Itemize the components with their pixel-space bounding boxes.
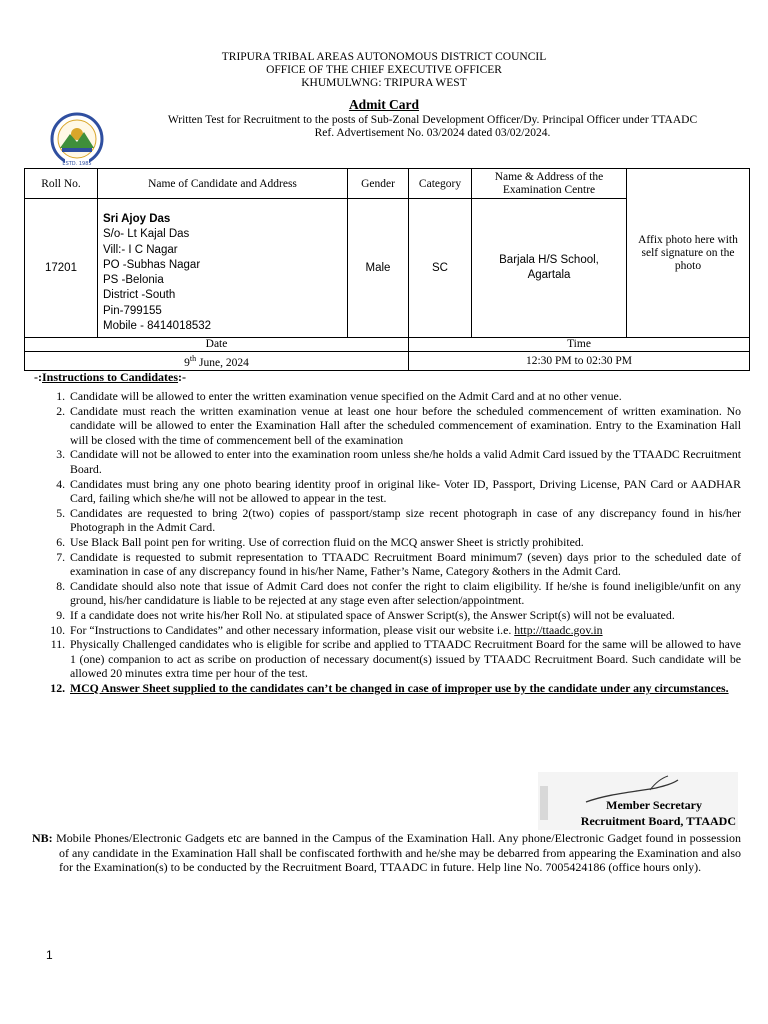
admit-card-table: [24, 168, 750, 371]
instruction-item: 2. Candidate must reach the written examination venue at least one hour before the scheduled commencement of written examination. No candidate will be allowed to enter the Examination Hall after the scheduled commencement of examination. Entry to the Examination Hall will be closed with the time of commencement bell of the examination: [68, 404, 741, 448]
roll-no-value: 17201: [25, 199, 98, 338]
roll-no-header: Roll No.: [25, 169, 98, 199]
candidate-district: District -South: [103, 289, 176, 302]
instruction-item: 1. Candidate will be allowed to enter the written examination venue specified on the Admit Card and at no other venue.: [68, 389, 741, 404]
photo-box: [627, 169, 750, 338]
candidate-name: Sri Ajoy Das: [103, 213, 171, 225]
council-logo-icon: [50, 112, 104, 170]
gender-header: Gender: [348, 169, 409, 199]
candidate-pin: Pin-799155: [103, 304, 162, 317]
photo-instruction: Affix photo here with self signature on the photo: [638, 233, 738, 272]
candidate-post-office: PO -Subhas Nagar: [103, 258, 201, 271]
candidate-father: S/o- Lt Kajal Das: [103, 228, 190, 241]
candidate-details: [98, 199, 348, 338]
instruction-item: 11. Physically Challenged candidates who is eligible for scribe and applied to TTAADC Recruitment Board for the same will be allowed to have 1 (one) companion to act as scribe on production of necessary document(s) issued by TTAADC Recruitment Board. Such candidate will be allowed 20 minutes extra time per hour of the test.: [68, 637, 741, 681]
instruction-item: 4. Candidates must bring any one photo bearing identity proof in original like- Voter ID, Passport, Driving License, PAN Card or AADHAR Card, failing which she/he will not be allowed to appear in the test.: [68, 477, 741, 506]
logo-year: ESTD. 1985: [62, 161, 92, 167]
website-link[interactable]: http://ttaadc.gov.in: [514, 622, 603, 637]
signatory-title: Member Secretary: [606, 798, 702, 812]
date-label: Date: [25, 338, 409, 352]
advertisement-reference: Ref. Advertisement No. 03/2024 dated 03/02/2024.: [314, 127, 551, 139]
exam-date: 9th June, 2024: [25, 352, 409, 371]
page-title: Admit Card: [348, 97, 420, 112]
nb-note: [32, 831, 741, 875]
header-line-1: TRIPURA TRIBAL AREAS AUTONOMOUS DISTRICT COUNCIL: [221, 51, 547, 63]
candidate-name-header: Name of Candidate and Address: [98, 169, 348, 199]
gender-value: Male: [348, 199, 409, 338]
time-label: Time: [409, 338, 750, 352]
candidate-village: Vill:- I C Nagar: [103, 243, 178, 256]
exam-centre-header: Name & Address of the Examination Centre: [472, 169, 627, 199]
instructions-list: [22, 389, 741, 695]
category-header: Category: [409, 169, 472, 199]
instruction-item: 3. Candidate will not be allowed to enter into the examination room unless she/he holds a valid Admit Card issued by the TTAADC Recruitment Board.: [68, 447, 741, 476]
instruction-item: 9. If a candidate does not write his/her Roll No. at stipulated space of Answer Script(s), the Answer Script(s) will not be evaluated.: [68, 608, 741, 623]
category-value: SC: [409, 199, 472, 338]
signatory-office: Recruitment Board, TTAADC: [580, 814, 736, 828]
exam-time: 12:30 PM to 02:30 PM: [409, 352, 750, 371]
page-number: 1: [46, 948, 53, 962]
instruction-item: 5. Candidates are requested to bring 2(two) copies of passport/stamp size recent photograph in case of any discrepancy found in his/her Photograph in the Admit Card.: [68, 506, 741, 535]
candidate-mobile: Mobile - 8414018532: [103, 320, 212, 333]
candidate-police-station: PS -Belonia: [103, 274, 164, 287]
exam-subtitle: Written Test for Recruitment to the posts of Sub-Zonal Development Officer/Dy. Principal Officer under TTAADC: [167, 114, 698, 126]
nb-text: Mobile Phones/Electronic Gadgets etc are banned in the Campus of the Examination Hall. Any phone/Electronic Gadget found in possession of any candidate in the Examination Hall shall be confiscated forthwith and he/she may be debarred from appearing the Examination and also for the Examination(s) to be conducted by the Recruitment Board, TTAADC in future. Help line No. 7005424186 (office hours only).: [52, 831, 741, 875]
instruction-item: 8. Candidate should also note that issue of Admit Card does not confer the right to claim eligibility. If he/she is found ineligible/unfit on any ground, his/her candidature is liable to be rejected at any stage even after selection/appointment.: [68, 579, 741, 608]
instruction-item: 7. Candidate is requested to submit representation to TTAADC Recruitment Board minimum7 (seven) days prior to the scheduled date of examination in case of any discrepancy found in his/her Name, Father’s Name, Category &others in the Admit Card.: [68, 550, 741, 579]
instruction-item: 6. Use Black Ball point pen for writing. Use of correction fluid on the MCQ answer Sheet is strictly prohibited.: [68, 535, 741, 550]
header-line-3: KHUMULWNG: TRIPURA WEST: [301, 77, 467, 89]
signatory: [520, 797, 736, 829]
nb-label: NB:: [32, 831, 53, 845]
instructions-heading: -:Instructions to Candidates:-: [34, 370, 187, 384]
instruction-item-important: 12. MCQ Answer Sheet supplied to the candidates can’t be changed in case of improper use by the candidate under any circumstances.: [68, 681, 741, 696]
header-line-2: OFFICE OF THE CHIEF EXECUTIVE OFFICER: [266, 64, 502, 76]
exam-centre-value: Barjala H/S School, Agartala: [472, 199, 627, 338]
instruction-item: 10. For “Instructions to Candidates” and other necessary information, please visit our website i.e. http://ttaadc.gov.in: [68, 623, 741, 638]
